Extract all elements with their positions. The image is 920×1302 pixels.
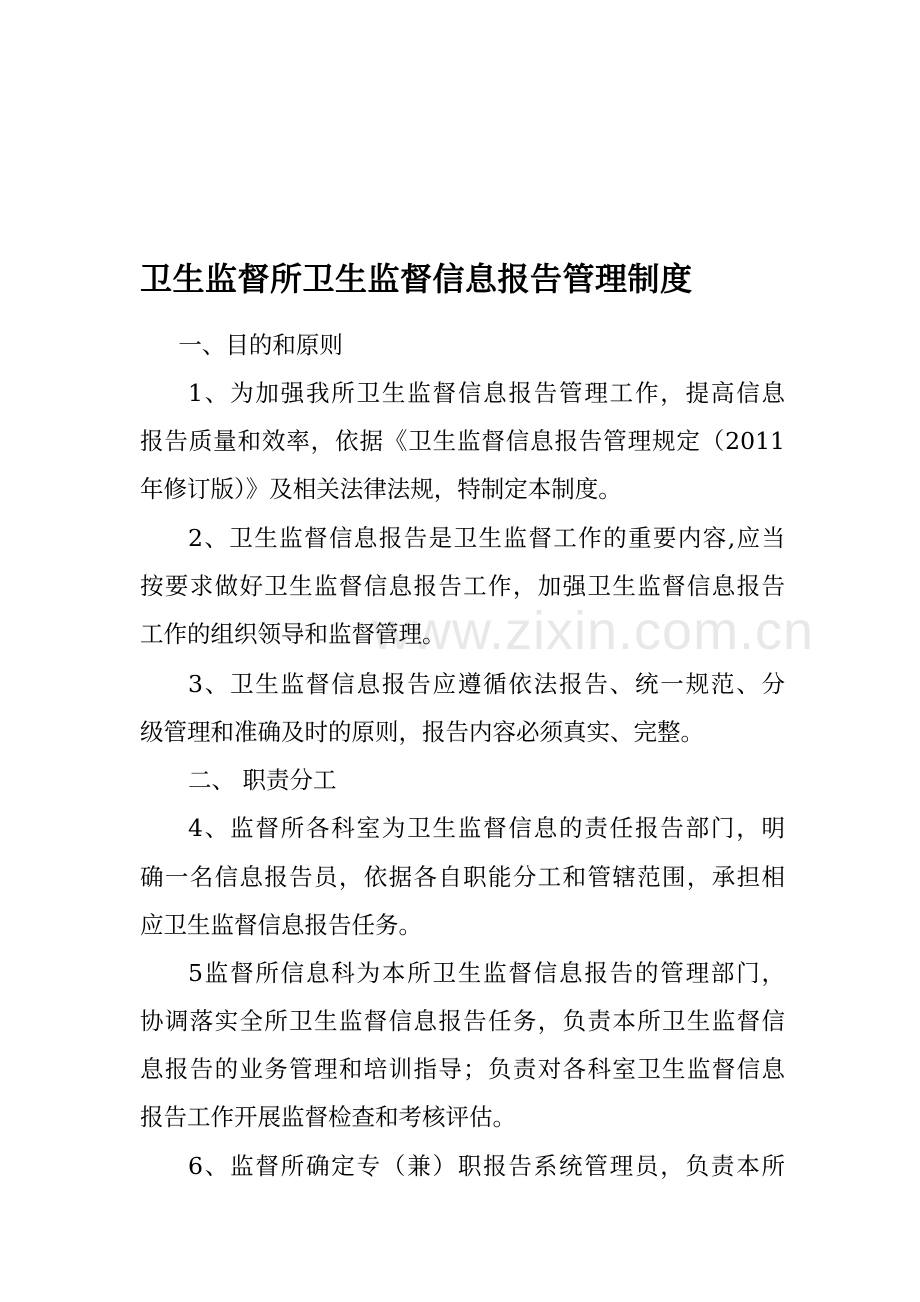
paragraph-line: 级管理和准确及时的原则，报告内容必须真实、完整。 [140,718,704,746]
document-title: 卫生监督所卫生监督信息报告管理制度 [140,260,693,298]
paragraph-line: 应卫生监督信息报告任务。 [140,911,422,939]
paragraph-line: 二、 职责分工 [188,766,337,794]
paragraph-line: 6、监督所确定专（兼）职报告系统管理员，负责本所 [188,1152,785,1180]
paragraph-line: 1、为加强我所卫生监督信息报告管理工作，提高信息 [188,379,785,407]
paragraph-line: 报告质量和效率，依据《卫生监督信息报告管理规定（2011 [140,427,785,455]
paragraph-line: 按要求做好卫生监督信息报告工作，加强卫生监督信息报告 [140,572,785,600]
paragraph-line: 4、监督所各科室为卫生监督信息的责任报告部门，明 [188,814,785,842]
paragraph-line: 工作的组织领导和监督管理。 [140,620,446,648]
paragraph-line: 年修订版）》及相关法律法规，特制定本制度。 [140,475,622,503]
watermark: www.zixin.com.cn [372,601,815,661]
paragraph-line: 报告工作开展监督检查和考核评估。 [140,1103,516,1131]
paragraph-line: 确一名信息报告员，依据各自职能分工和管辖范围，承担相 [140,863,785,891]
paragraph-line: 息报告的业务管理和培训指导；负责对各科室卫生监督信息 [140,1055,785,1083]
paragraph-line: 一、目的和原则 [178,331,343,359]
paragraph-line: 2、卫生监督信息报告是卫生监督工作的重要内容,应当 [188,524,785,552]
paragraph-line: 协调落实全所卫生监督信息报告任务，负责本所卫生监督信 [140,1007,785,1035]
paragraph-line: 3、卫生监督信息报告应遵循依法报告、统一规范、分 [188,670,785,698]
paragraph-line: 5监督所信息科为本所卫生监督信息报告的管理部门， [188,959,785,987]
